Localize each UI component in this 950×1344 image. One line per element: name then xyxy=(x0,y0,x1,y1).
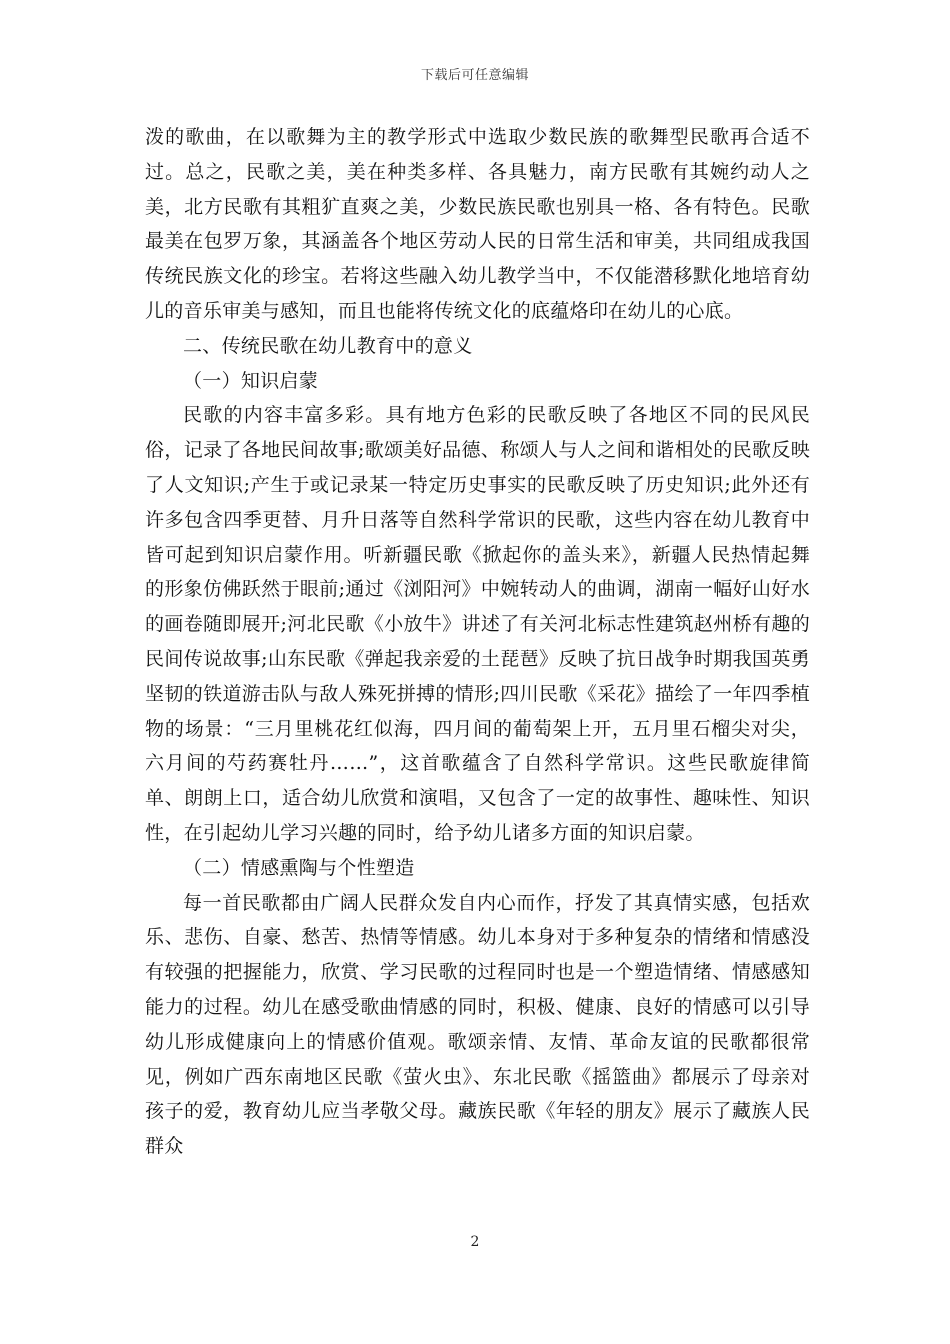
subsection-heading-emotion: （二）情感熏陶与个性塑造 xyxy=(183,856,415,879)
paragraph-continuation: 泼的歌曲，在以歌舞为主的教学形式中选取少数民族的歌舞型民歌再合适不过。总之，民歌之美，美在种类多样、各具魅力，南方民歌有其婉约动人之美，北方民歌有其粗犷直爽之美，少数民族民歌也别具一格、各有特色。民歌最美在包罗万象，其涵盖各个地区劳动人民的日常生活和审美，共同组成我国传统民族文化的珍宝。若将这些融入幼儿教学当中，不仅能潜移默化地培育幼儿的音乐审美与感知，而且也能将传统文化的底蕴烙印在幼儿的心底。 xyxy=(145,126,810,322)
document-body xyxy=(145,120,810,1164)
page-header: 下载后可任意编辑 xyxy=(420,68,529,83)
section-heading: 二、传统民歌在幼儿教育中的意义 xyxy=(183,334,473,357)
page-number: 2 xyxy=(470,1234,480,1250)
paragraph-knowledge: 民歌的内容丰富多彩。具有地方色彩的民歌反映了各地区不同的民风民俗，记录了各地民间故事;歌颂美好品德、称颂人与人之间和谐相处的民歌反映了人文知识;产生于或记录某一特定历史事实的民歌反映了历史知识;此外还有许多包含四季更替、月升日落等自然科学常识的民歌，这些内容在幼儿教育中皆可起到知识启蒙作用。听新疆民歌《掀起你的盖头来》，新疆人民热情起舞的形象仿佛跃然于眼前;通过《浏阳河》中婉转动人的曲调，湖南一幅好山好水的画卷随即展开;河北民歌《小放牛》讲述了有关河北标志性建筑赵州桥有趣的民间传说故事;山东民歌《弹起我亲爱的土琵琶》反映了抗日战争时期我国英勇坚韧的铁道游击队与敌人殊死拼搏的情形;四川民歌《采花》描绘了一年四季植物的场景：“三月里桃花红似海，四月间的葡萄架上开，五月里石榴尖对尖，六月间的芍药赛牡丹……”，这首歌蕴含了自然科学常识。这些民歌旋律简单、朗朗上口，适合幼儿欣赏和演唱，又包含了一定的故事性、趣味性、知识性，在引起幼儿学习兴趣的同时，给予幼儿诸多方面的知识启蒙。 xyxy=(145,404,810,844)
paragraph-emotion: 每一首民歌都由广阔人民群众发自内心而作，抒发了其真情实感，包括欢乐、悲伤、自豪、愁苦、热情等情感。幼儿本身对于多种复杂的情绪和情感没有较强的把握能力，欣赏、学习民歌的过程同时也是一个塑造情绪、情感感知能力的过程。幼儿在感受歌曲情感的同时，积极、健康、良好的情感可以引导幼儿形成健康向上的情感价值观。歌颂亲情、友情、革命友谊的民歌都很常见，例如广西东南地区民歌《萤火虫》、东北民歌《摇篮曲》都展示了母亲对孩子的爱，教育幼儿应当孝敬父母。藏族民歌《年轻的朋友》展示了藏族人民群众 xyxy=(145,891,810,1158)
subsection-heading-knowledge: （一）知识启蒙 xyxy=(183,369,319,392)
